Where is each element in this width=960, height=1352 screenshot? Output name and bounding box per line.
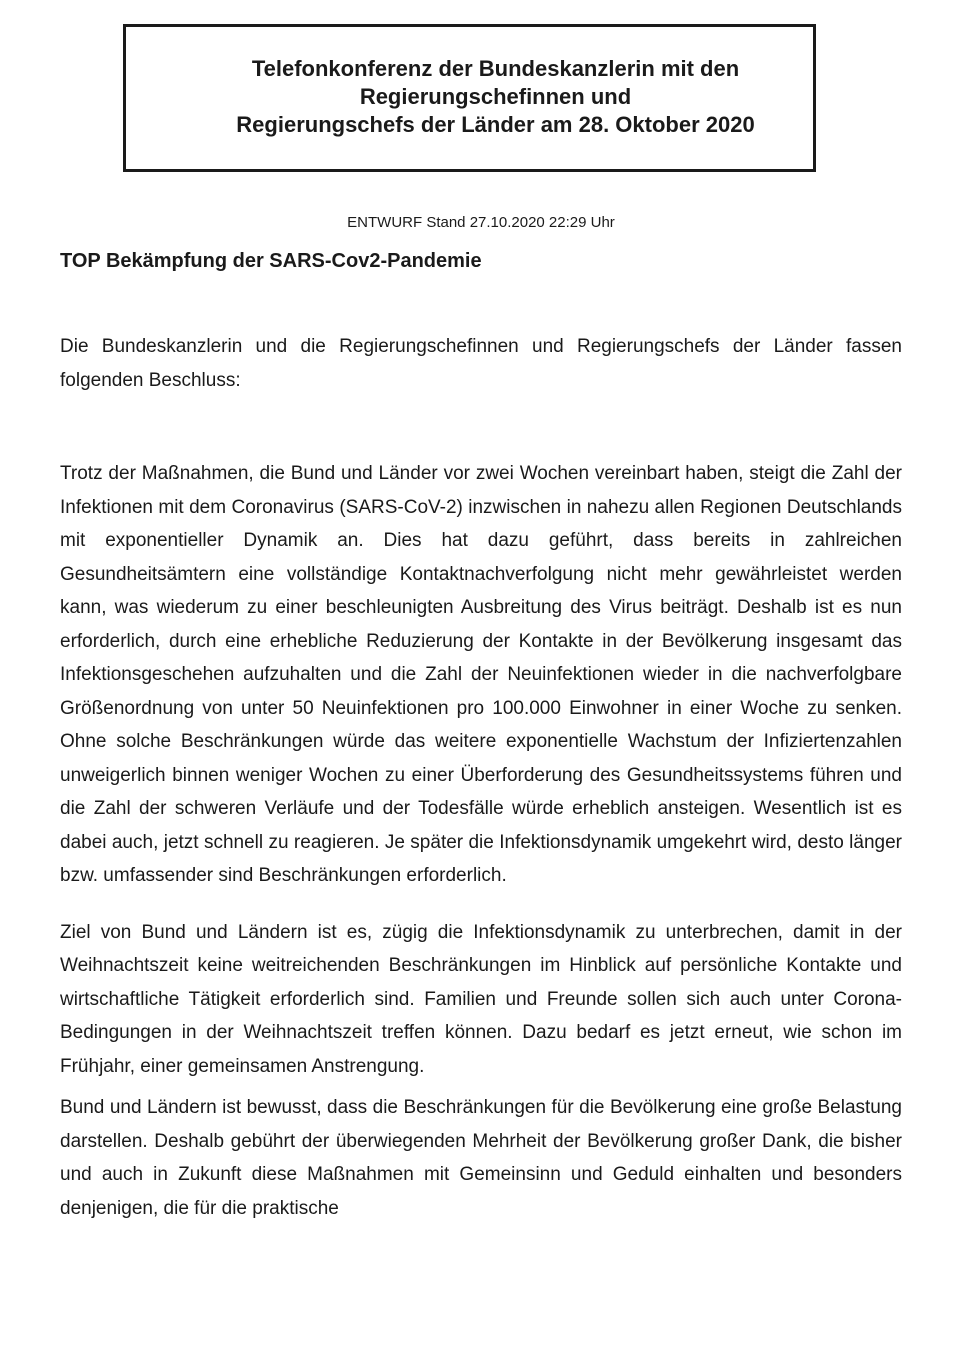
- paragraph-ziel-weihnachten: Ziel von Bund und Ländern ist es, zügig die Infektionsdynamik zu unterbrechen, damit in der Weihnachtszeit keine weitreichenden Beschränkungen im Hinblick auf persönliche Kontakte und wirtschaftliche Tätigkeit erforderlich sind. Familien und Freunde sollen sich auch unter Corona-Bedingungen in der Weihnachtszeit treffen können. Dazu bedarf es jetzt erneut, wie schon im Frühjahr, einer gemeinsamen Anstrengung.: [60, 921, 902, 1077]
- topic-heading: TOP Bekämpfung der SARS-Cov2-Pandemie: [60, 250, 482, 272]
- paragraph-dank-bevoelkerung: Bund und Ländern ist bewusst, dass die Beschränkungen für die Bevölkerung eine große Belastung darstellen. Deshalb gebührt der überwiegenden Mehrheit der Bevölkerung großer Dank, die bisher und auch in Zukunft diese Maßnahmen mit Gemeinsinn und Geduld einhalten und besonders denjenigen, die für die praktische: [60, 1097, 902, 1219]
- document-title-line-3: Regierungschefs der Länder am 28. Oktober 2020: [236, 112, 755, 137]
- paragraph-infektionslage: Trotz der Maßnahmen, die Bund und Länder vor zwei Wochen vereinbart haben, steigt die Zahl der Infektionen mit dem Coronavirus (SARS-CoV-2) inzwischen in nahezu allen Regionen Deutschlands mit exponentieller Dynamik an. Dies hat dazu geführt, dass bereits in zahlreichen Gesundheitsämtern eine vollständige Kontaktnachverfolgung nicht mehr gewährleistet werden kann, was wiederum zu einer beschleunigten Ausbreitung des Virus beiträgt. Deshalb ist es nun erforderlich, durch eine erhebliche Reduzierung der Kontakte in der Bevölkerung insgesamt das Infektionsgeschehen aufzuhalten und die Zahl der Neuinfektionen wieder in die nachverfolgbare Größenordnung von unter 50 Neuinfektionen pro 100.000 Einwohner in einer Woche zu senken. Ohne solche Beschränkungen würde das weitere exponentielle Wachstum der Infiziertenzahlen unweigerlich binnen weniger Wochen zu einer Überforderung des Gesundheitssystems führen und die Zahl der schweren Verläufe und der Todesfälle würde erheblich ansteigen. Wesentlich ist es dabei auch, jetzt schnell zu reagieren. Je später die Infektionsdynamik umgekehrt wird, desto länger bzw. umfassender sind Beschränkungen erforderlich.: [60, 463, 902, 886]
- document-title-line-2: Regierungschefinnen und: [359, 84, 632, 109]
- title-box: [123, 24, 816, 172]
- paragraph-beschluss-intro: Die Bundeskanzlerin und die Regierungschefinnen und Regierungschefs der Länder fassen folgenden Beschluss:: [60, 336, 902, 391]
- document-title-line-1: Telefonkonferenz der Bundeskanzlerin mit den: [251, 56, 740, 81]
- draft-status: ENTWURF Stand 27.10.2020 22:29 Uhr: [347, 214, 615, 231]
